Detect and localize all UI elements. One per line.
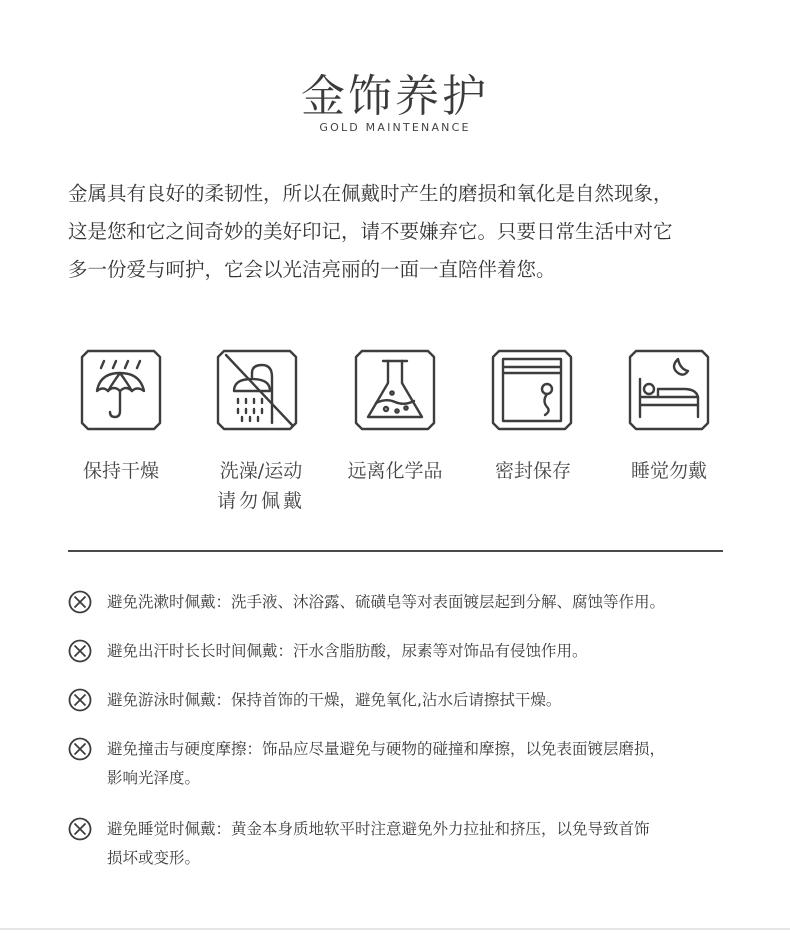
tip-line: 避免游泳时佩戴：保持首饰的干燥，避免氧化,沾水后请擦拭干燥。	[107, 691, 562, 709]
page-title: 金饰养护	[301, 71, 489, 122]
intro-line: 金属具有良好的柔韧性，所以在佩戴时产生的磨损和氧化是自然现象，	[68, 182, 673, 205]
no-shower-icon	[212, 345, 302, 435]
tip-line: 避免撞击与硬度摩擦：饰品应尽量避免与硬物的碰撞和摩擦，以免表面镀层磨损，	[107, 740, 666, 758]
tip-line: 避免睡觉时佩戴：黄金本身质地软平时注意避免外力拉扯和挤压，以免导致首饰	[107, 820, 650, 838]
sealed-bag-icon	[487, 345, 577, 435]
tip-line: 避免出汗时长长时间佩戴：汗水含脂肪酸，尿素等对饰品有侵蚀作用。	[107, 642, 588, 660]
sleep-bed-icon	[624, 345, 714, 435]
circle-x-icon	[68, 688, 92, 712]
icon-label-line: 睡觉勿戴	[630, 460, 707, 482]
umbrella-icon	[76, 345, 166, 435]
bottom-divider	[0, 928, 790, 930]
icon-label-sealed-storage	[468, 456, 598, 486]
tip-line: 避免洗漱时佩戴：洗手液、沐浴露、硫磺皂等对表面镀层起到分解、腐蚀等作用。	[107, 593, 666, 611]
tip-text	[107, 588, 732, 617]
circle-x-icon	[68, 817, 92, 841]
icon-label-no-bath	[196, 456, 326, 516]
intro-paragraph	[68, 175, 738, 289]
icon-label-no-chemicals	[330, 456, 460, 486]
tip-line: 影响光泽度。	[107, 769, 201, 787]
icon-label-line: 请勿佩戴	[216, 490, 305, 512]
page-subtitle: GOLD MAINTENANCE	[319, 121, 471, 134]
flask-icon	[350, 345, 440, 435]
icon-label-line: 保持干燥	[82, 460, 159, 482]
icon-label-no-sleep	[604, 456, 734, 486]
circle-x-icon	[68, 590, 92, 614]
intro-line: 这是您和它之间奇妙的美好印记，请不要嫌弃它。只要日常生活中对它	[68, 220, 673, 243]
tip-line: 损坏或变形。	[107, 849, 201, 867]
tip-text	[107, 815, 732, 873]
icon-label-line: 远离化学品	[347, 460, 443, 482]
icon-label-line: 密封保存	[494, 460, 571, 482]
circle-x-icon	[68, 639, 92, 663]
icon-label-line: 洗澡/运动	[219, 460, 303, 482]
tip-text	[107, 637, 732, 666]
section-divider	[68, 550, 723, 552]
intro-line: 多一份爱与呵护，它会以光洁亮丽的一面一直陪伴着您。	[68, 258, 556, 281]
circle-x-icon	[68, 737, 92, 761]
tip-text	[107, 735, 732, 793]
tip-text	[107, 686, 732, 715]
icon-label-keep-dry	[56, 456, 186, 486]
